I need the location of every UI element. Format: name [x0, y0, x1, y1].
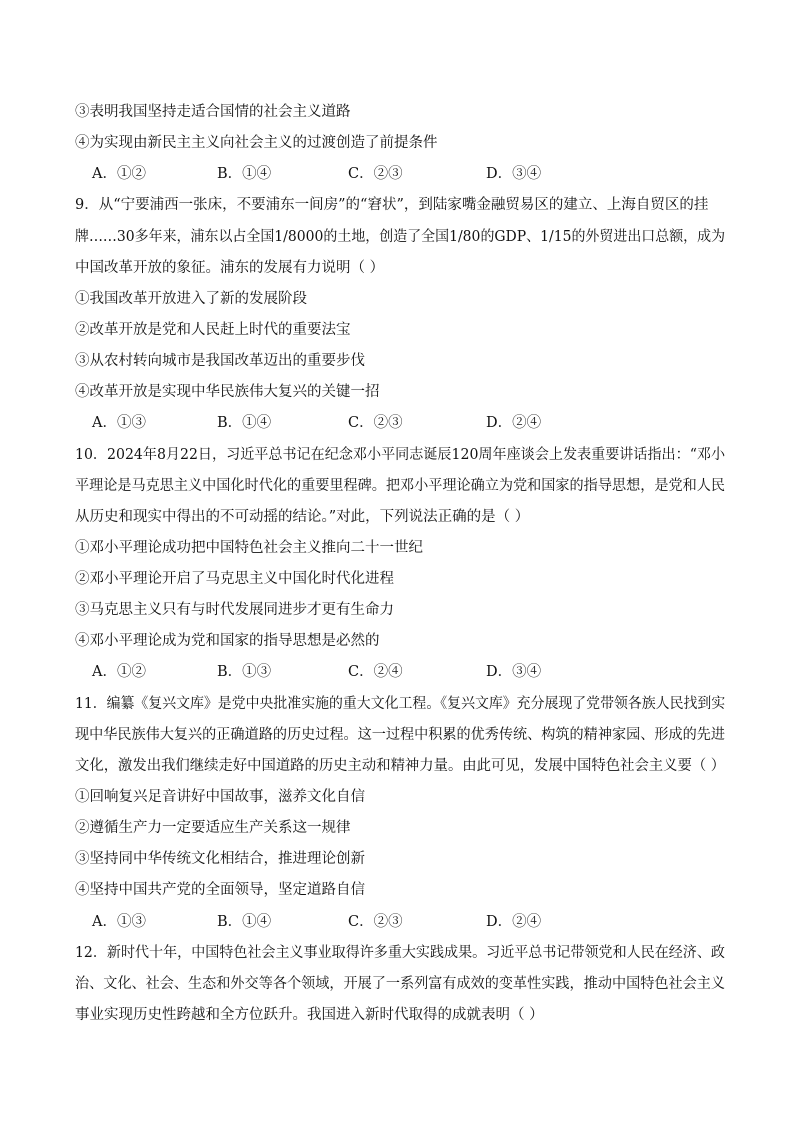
q8-choices — [92, 164, 712, 184]
q10-choices — [92, 662, 712, 682]
q10-option-1: ①邓小平理论成功把中国特色社会主义推向二十一世纪 — [75, 540, 423, 556]
q10-stem-line-1: 10．2024年8月22日，习近平总书记在纪念邓小平同志诞辰120周年座谈会上发表重要讲话指出：“邓小 — [75, 447, 726, 463]
q10-choice-a: A．①② — [92, 664, 146, 680]
q11-option-1: ①回响复兴足音讲好中国故事，滋养文化自信 — [75, 789, 365, 805]
q8-choice-a: A．①② — [92, 166, 146, 182]
q10-option-2: ②邓小平理论开启了马克思主义中国化时代化进程 — [75, 571, 394, 587]
q8-option-3: ③表明我国坚持走适合国情的社会主义道路 — [75, 104, 351, 120]
q11-choice-d: D．②④ — [486, 914, 542, 930]
q9-choice-c: C．②③ — [348, 415, 403, 431]
q10-stem-line-2: 平理论是马克思主义中国化时代化的重要里程碑。把邓小平理论确立为党和国家的指导思想，是党和人民 — [75, 478, 725, 494]
q9-option-1: ①我国改革开放进入了新的发展阶段 — [75, 291, 307, 307]
q11-option-2: ②遵循生产力一定要适应生产关系这一规律 — [75, 820, 351, 836]
q10-option-3: ③马克思主义只有与时代发展同进步才更有生命力 — [75, 602, 394, 618]
q11-stem-line-2: 现中华民族伟大复兴的正确道路的历史过程。这一过程中积累的优秀传统、构筑的精神家园、形成的先进 — [75, 727, 725, 743]
q8-choice-d: D．③④ — [486, 166, 542, 182]
q11-stem-line-1: 11．编纂《复兴文库》是党中央批准实施的重大文化工程。《复兴文库》充分展现了党带领各族人民找到实 — [75, 696, 726, 712]
q12-stem-line-3: 事业实现历史性跨越和全方位跃升。我国进入新时代取得的成就表明（ ） — [75, 1007, 544, 1023]
q9-option-3: ③从农村转向城市是我国改革迈出的重要步伐 — [75, 353, 365, 369]
q9-stem-line-1: 9．从“宁要浦西一张床，不要浦东一间房”的“窘状”，到陆家嘴金融贸易区的建立、上海自贸区的挂 — [75, 197, 709, 213]
q11-option-4: ④坚持中国共产党的全面领导，坚定道路自信 — [75, 882, 365, 898]
q11-choice-c: C．②③ — [348, 914, 403, 930]
q10-choice-d: D．③④ — [486, 664, 542, 680]
q12-stem-line-1: 12．新时代十年，中国特色社会主义事业取得许多重大实践成果。习近平总书记带领党和人民在经济、政 — [75, 945, 725, 961]
q11-choice-a: A．①③ — [92, 914, 146, 930]
q8-choice-c: C．②③ — [348, 166, 403, 182]
q9-option-2: ②改革开放是党和人民赶上时代的重要法宝 — [75, 322, 351, 338]
q11-choice-b: B．①④ — [217, 914, 272, 930]
q8-option-4: ④为实现由新民主主义向社会主义的过渡创造了前提条件 — [75, 135, 438, 151]
q9-choice-d: D．②④ — [486, 415, 542, 431]
q10-stem-line-3: 从历史和现实中得出的不可动摇的结论。”对此，下列说法正确的是（ ） — [75, 509, 530, 525]
q9-stem-line-3: 中国改革开放的象征。浦东的发展有力说明（ ） — [75, 260, 385, 276]
q9-stem-line-2: 牌……30多年来，浦东以占全国1/8000的土地，创造了全国1/80的GDP、1/15的外贸进出口总额，成为 — [75, 229, 726, 245]
q9-choice-a: A．①③ — [92, 415, 146, 431]
q11-choices — [92, 912, 712, 932]
q10-choice-b: B．①③ — [217, 664, 272, 680]
q11-option-3: ③坚持同中华传统文化相结合，推进理论创新 — [75, 851, 365, 867]
q10-option-4: ④邓小平理论成为党和国家的指导思想是必然的 — [75, 633, 380, 649]
q10-choice-c: C．②④ — [348, 664, 403, 680]
q9-choices — [92, 413, 712, 433]
q9-option-4: ④改革开放是实现中华民族伟大复兴的关键一招 — [75, 384, 380, 400]
q8-choice-b: B．①④ — [217, 166, 272, 182]
q11-stem-line-3: 文化，激发出我们继续走好中国道路的历史主动和精神力量。由此可见，发展中国特色社会主义要（ ） — [75, 758, 726, 774]
q12-stem-line-2: 治、文化、社会、生态和外交等各个领域，开展了一系列富有成效的变革性实践，推动中国特色社会主义 — [75, 976, 725, 992]
q9-choice-b: B．①④ — [217, 415, 272, 431]
